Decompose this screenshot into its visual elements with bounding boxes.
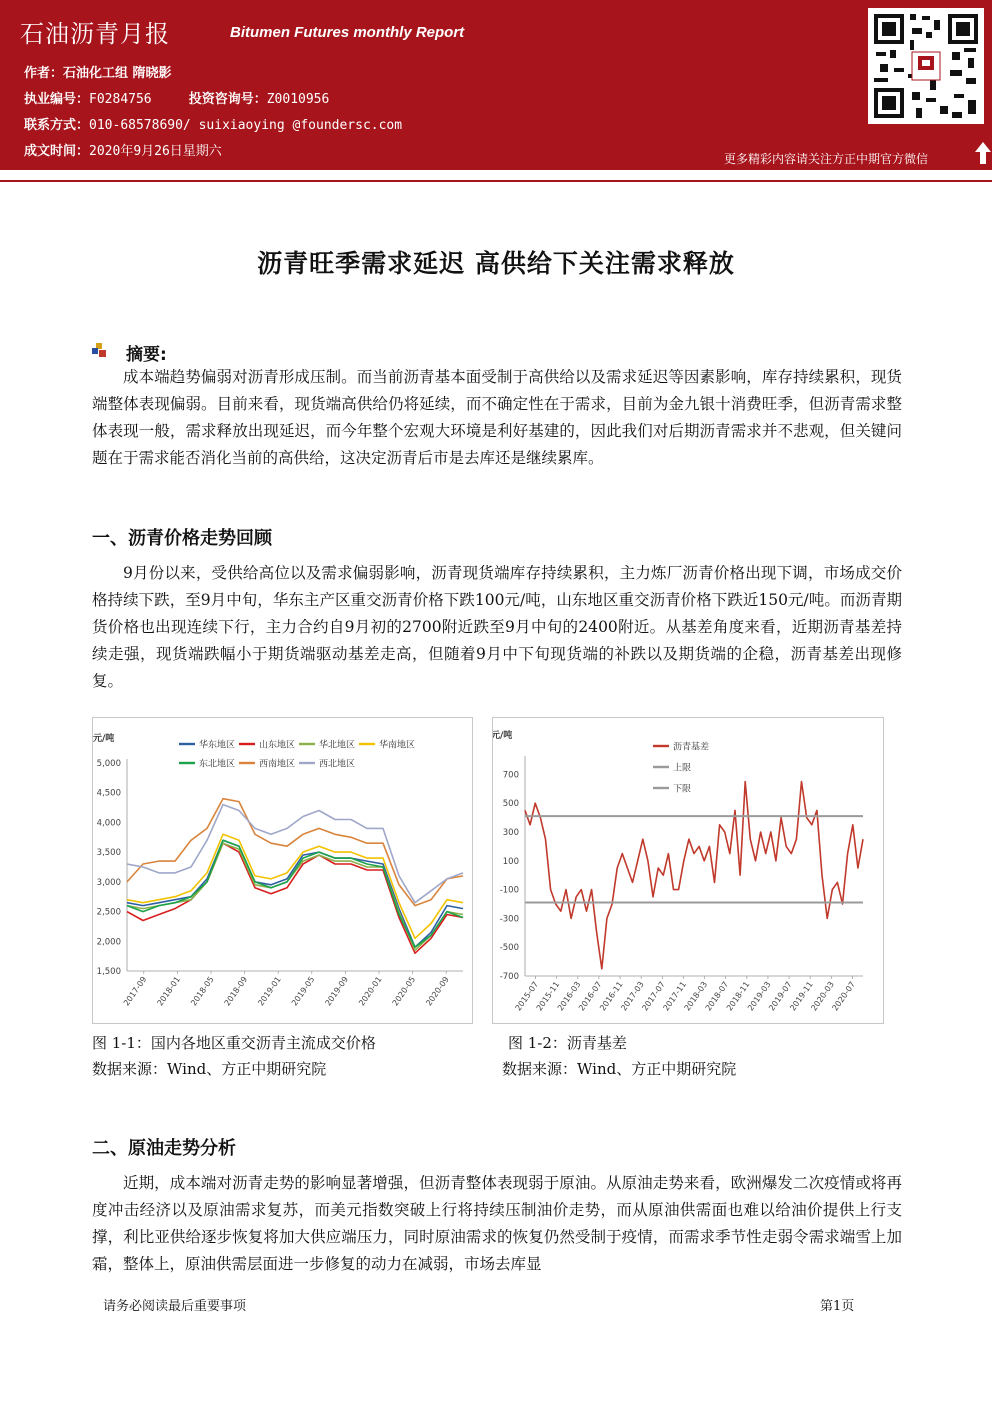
legend-label: 沥青基差	[673, 742, 710, 753]
y-axis-unit-label: 元/吨	[493, 731, 513, 741]
y-tick-label: -300	[499, 914, 519, 925]
wechat-follow-note: 更多精彩内容请关注方正中期官方微信	[724, 152, 929, 166]
series-line-4	[127, 834, 463, 938]
y-tick-label: 4,500	[96, 788, 121, 799]
abstract-label: 摘要:	[126, 345, 167, 365]
x-tick-label: 2019-05	[289, 974, 317, 1008]
license-label: 执业编号：	[24, 92, 90, 107]
x-tick-label: 2020-09	[424, 974, 451, 1008]
x-tick-label: 2019-03	[746, 979, 773, 1013]
legend-label: 华北地区	[319, 740, 356, 751]
abstract-paragraph: 成本端趋势偏弱对沥青形成压制。而当前沥青基本面受制于高供给以及需求延迟等因素影响，库存持续累积，现货端整体表现偏弱。目前来看，现货端高供给仍将延续，而不确定性在于需求，目前为金九银十消费旺季，但沥青需求整体表现一般，需求释放出现延迟，而今年整个宏观大环境是利好基建的，因此我们对后期沥青需求并不悲观，但关键问题在于需求能否消化当前的高供给，这决定沥青后市是去库还是继续累库。	[92, 368, 902, 467]
x-tick-label: 2016-11	[598, 979, 625, 1013]
y-tick-label: 5,000	[96, 759, 121, 769]
figure-1-source: 数据来源：Wind、方正中期研究院	[92, 1060, 327, 1078]
series-line-1	[525, 782, 863, 969]
x-tick-label: 2019-07	[767, 979, 794, 1013]
legend-label: 东北地区	[199, 759, 236, 770]
y-tick-label: 500	[502, 799, 519, 810]
date-label: 成文时间：	[24, 144, 90, 159]
legend-label: 华南地区	[379, 740, 416, 751]
date-value: 2020年9月26日星期六	[89, 144, 222, 159]
y-tick-label: -100	[499, 885, 519, 896]
x-tick-label: 2018-11	[724, 979, 752, 1013]
page-number: 第1页	[820, 1299, 855, 1314]
series-line-7	[127, 805, 463, 903]
legend-label: 上限	[673, 763, 692, 774]
x-tick-label: 2019-11	[788, 979, 815, 1013]
legend-label: 下限	[673, 784, 692, 795]
legend-label: 华东地区	[199, 740, 236, 751]
x-tick-label: 2017-07	[640, 979, 667, 1013]
contact-label: 联系方式：	[24, 118, 90, 133]
footer-notice: 请务必阅读最后重要事项	[103, 1299, 247, 1314]
document-title: 沥青旺季需求延迟 高供给下关注需求释放	[257, 249, 735, 278]
figure-1-caption: 图 1-1：国内各地区重交沥青主流成交价格	[92, 1034, 376, 1052]
author-value: 石油化工组 隋晓影	[63, 66, 172, 81]
up-arrow-icon	[974, 140, 992, 166]
x-tick-label: 2018-09	[222, 974, 250, 1008]
y-tick-label: -500	[499, 943, 519, 954]
license-value: F0284756	[89, 92, 152, 107]
figure-2-caption: 图 1-2：沥青基差	[508, 1034, 627, 1052]
basis-chart	[492, 717, 884, 1024]
wechat-qr-code	[868, 8, 984, 124]
y-tick-label: 2,000	[96, 937, 121, 948]
qr-code-graphic	[868, 8, 984, 124]
x-tick-label: 2018-03	[682, 979, 710, 1013]
legend-label: 西北地区	[319, 759, 356, 770]
section-2-heading: 二、原油走势分析	[92, 1138, 236, 1159]
header-divider	[0, 180, 992, 182]
y-tick-label: 1,500	[96, 967, 121, 977]
consult-label: 投资咨询号：	[188, 92, 267, 107]
section-1-paragraph: 9月份以来，受供给高位以及需求偏弱影响，沥青现货端库存持续累积，主力炼厂沥青价格出现下调，市场成交价格持续下跌，至9月中旬，华东主产区重交沥青价格下跌100元/吨，山东地区重交沥青价格下跌近150元/吨。而沥青期货价格也出现连续下行，主力合约自9月初的2700附近跌至9月中旬的2400附近。从基差角度来看，近期沥青基差持续走强，现货端跌幅小于期货端驱动基差走高，但随着9月中下旬现货端的补跌以及期货端的企稳，沥青基差出现修复。	[92, 564, 902, 690]
x-tick-label: 2016-03	[555, 979, 583, 1013]
y-axis-unit-label: 元/吨	[93, 734, 115, 744]
y-tick-label: 2,500	[96, 907, 121, 918]
license-line	[24, 88, 329, 107]
x-tick-label: 2020-07	[830, 979, 858, 1013]
y-tick-label: 700	[502, 770, 519, 781]
consult-value: Z0010956	[266, 92, 330, 107]
y-tick-label: -700	[499, 972, 519, 982]
legend-label: 山东地区	[259, 740, 296, 751]
author-line	[24, 62, 172, 81]
x-tick-label: 2017-11	[661, 979, 689, 1013]
author-label: 作者：	[24, 66, 64, 81]
y-tick-label: 3,500	[96, 848, 121, 859]
x-tick-label: 2015-07	[513, 979, 541, 1013]
x-tick-label: 2018-07	[703, 979, 731, 1013]
x-tick-label: 2020-03	[809, 979, 836, 1013]
x-tick-label: 2018-05	[189, 974, 216, 1008]
section-1-heading: 一、沥青价格走势回顾	[92, 528, 272, 549]
x-tick-label: 2019-01	[256, 974, 283, 1008]
y-tick-label: 3,000	[96, 877, 121, 888]
report-header-banner	[0, 0, 992, 170]
x-tick-label: 2018-01	[155, 974, 183, 1008]
contact-line	[24, 114, 402, 133]
bullet-squares-icon	[92, 343, 106, 357]
contact-value: 010-68578690/ suixiaoying @foundersc.com	[89, 118, 403, 133]
x-tick-label: 2017-03	[619, 979, 646, 1013]
date-line	[24, 140, 222, 159]
legend-label: 西南地区	[259, 759, 296, 770]
basis-chart-svg	[493, 718, 883, 1023]
y-tick-label: 4,000	[96, 818, 121, 829]
regional-price-chart	[92, 717, 473, 1024]
series-line-6	[127, 799, 463, 906]
y-tick-label: 100	[502, 856, 519, 867]
x-tick-label: 2016-07	[577, 979, 604, 1013]
report-series-title: 石油沥青月报	[20, 20, 170, 48]
x-tick-label: 2019-09	[323, 974, 351, 1008]
x-tick-label: 2020-01	[357, 974, 384, 1008]
section-2-paragraph: 近期，成本端对沥青走势的影响显著增强，但沥青整体表现弱于原油。从原油走势来看，欧洲爆发二次疫情或将再度冲击经济以及原油需求复苏，而美元指数突破上行将持续压制油价走势，而从原油供需面也难以给油价提供上行支撑，利比亚供给逐步恢复将加大供应端压力，同时原油需求的恢复仍然受制于疫情，而需求季节性走弱令需求端雪上加霜，整体上，原油供需层面进一步修复的动力在减弱，市场去库显	[92, 1174, 902, 1273]
regional-price-chart-svg	[93, 718, 472, 1023]
report-series-title-en: Bitumen Futures monthly Report	[230, 24, 465, 41]
x-tick-label: 2015-11	[534, 979, 562, 1013]
x-tick-label: 2020-05	[390, 974, 418, 1008]
figure-2-source: 数据来源：Wind、方正中期研究院	[502, 1060, 737, 1078]
y-tick-label: 300	[502, 828, 519, 838]
x-tick-label: 2017-09	[121, 974, 149, 1008]
